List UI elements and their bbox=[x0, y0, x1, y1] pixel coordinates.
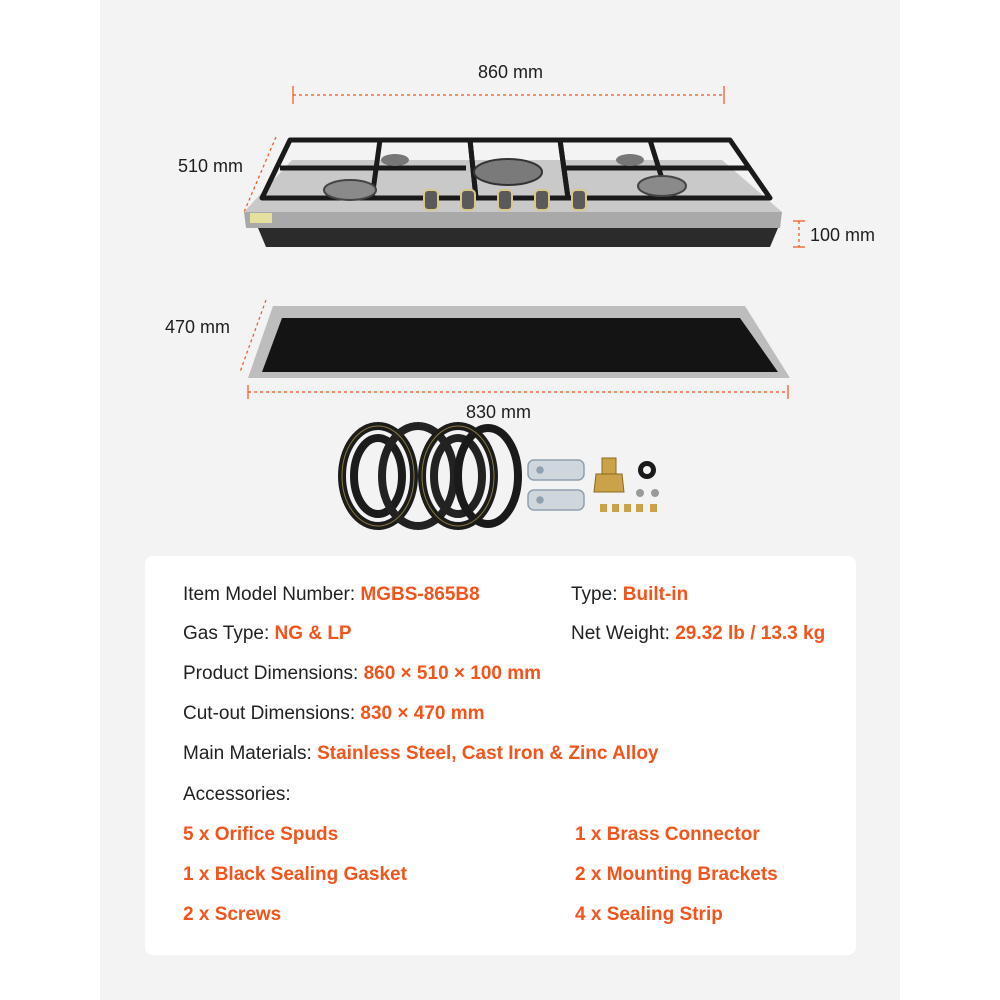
height-label: 100 mm bbox=[810, 225, 876, 245]
type-value: Built-in bbox=[622, 584, 689, 605]
model-value: MGBS-865B8 bbox=[360, 584, 480, 605]
cutout-dimensions-value: 830 × 470 mm bbox=[360, 703, 485, 724]
brass-connector-image bbox=[594, 458, 624, 492]
accessory-item: 4 x Sealing Strip bbox=[575, 904, 723, 925]
type-spec bbox=[571, 585, 688, 604]
type-label: Type: bbox=[571, 584, 618, 605]
depth-label: 510 mm bbox=[178, 156, 244, 176]
width-dimension-line bbox=[293, 86, 724, 104]
accessory-item: 1 x Brass Connector bbox=[575, 824, 760, 845]
gas-value: NG & LP bbox=[274, 623, 352, 644]
height-dimension-line bbox=[793, 221, 805, 247]
cutout-dimensions-spec bbox=[183, 704, 485, 723]
orifice-spuds-image bbox=[600, 504, 657, 512]
gas-label: Gas Type: bbox=[183, 623, 270, 644]
gasket-image bbox=[638, 461, 656, 479]
gas-spec bbox=[183, 624, 352, 643]
cutout-width-dimension-line bbox=[248, 385, 788, 399]
model-spec bbox=[183, 585, 480, 604]
accessory-item: 2 x Mounting Brackets bbox=[575, 864, 778, 885]
cutout-width-label: 830 mm bbox=[466, 402, 532, 422]
product-dimensions-spec bbox=[183, 664, 541, 683]
accessories-heading: Accessories: bbox=[183, 784, 291, 805]
width-label: 860 mm bbox=[478, 62, 544, 82]
product-dimensions-value: 860 × 510 × 100 mm bbox=[363, 663, 542, 684]
cutout-image bbox=[248, 306, 790, 378]
accessory-item: 5 x Orifice Spuds bbox=[183, 824, 339, 845]
sealing-strips-image bbox=[342, 426, 518, 526]
mounting-brackets-image bbox=[528, 460, 584, 510]
materials-label: Main Materials: bbox=[183, 743, 312, 764]
materials-spec bbox=[183, 744, 659, 763]
weight-value: 29.32 lb / 13.3 kg bbox=[675, 623, 826, 644]
weight-spec bbox=[571, 624, 825, 643]
weight-label: Net Weight: bbox=[571, 623, 670, 644]
model-label: Item Model Number: bbox=[183, 584, 356, 605]
product-dimensions-label: Product Dimensions: bbox=[183, 663, 359, 684]
accessory-item: 1 x Black Sealing Gasket bbox=[183, 864, 407, 885]
screws-image bbox=[636, 489, 659, 497]
accessory-item: 2 x Screws bbox=[183, 904, 282, 925]
cooktop-image bbox=[244, 140, 782, 247]
materials-value: Stainless Steel, Cast Iron & Zinc Alloy bbox=[317, 743, 659, 764]
cutout-dimensions-label: Cut-out Dimensions: bbox=[183, 703, 356, 724]
cutout-depth-label: 470 mm bbox=[165, 317, 231, 337]
